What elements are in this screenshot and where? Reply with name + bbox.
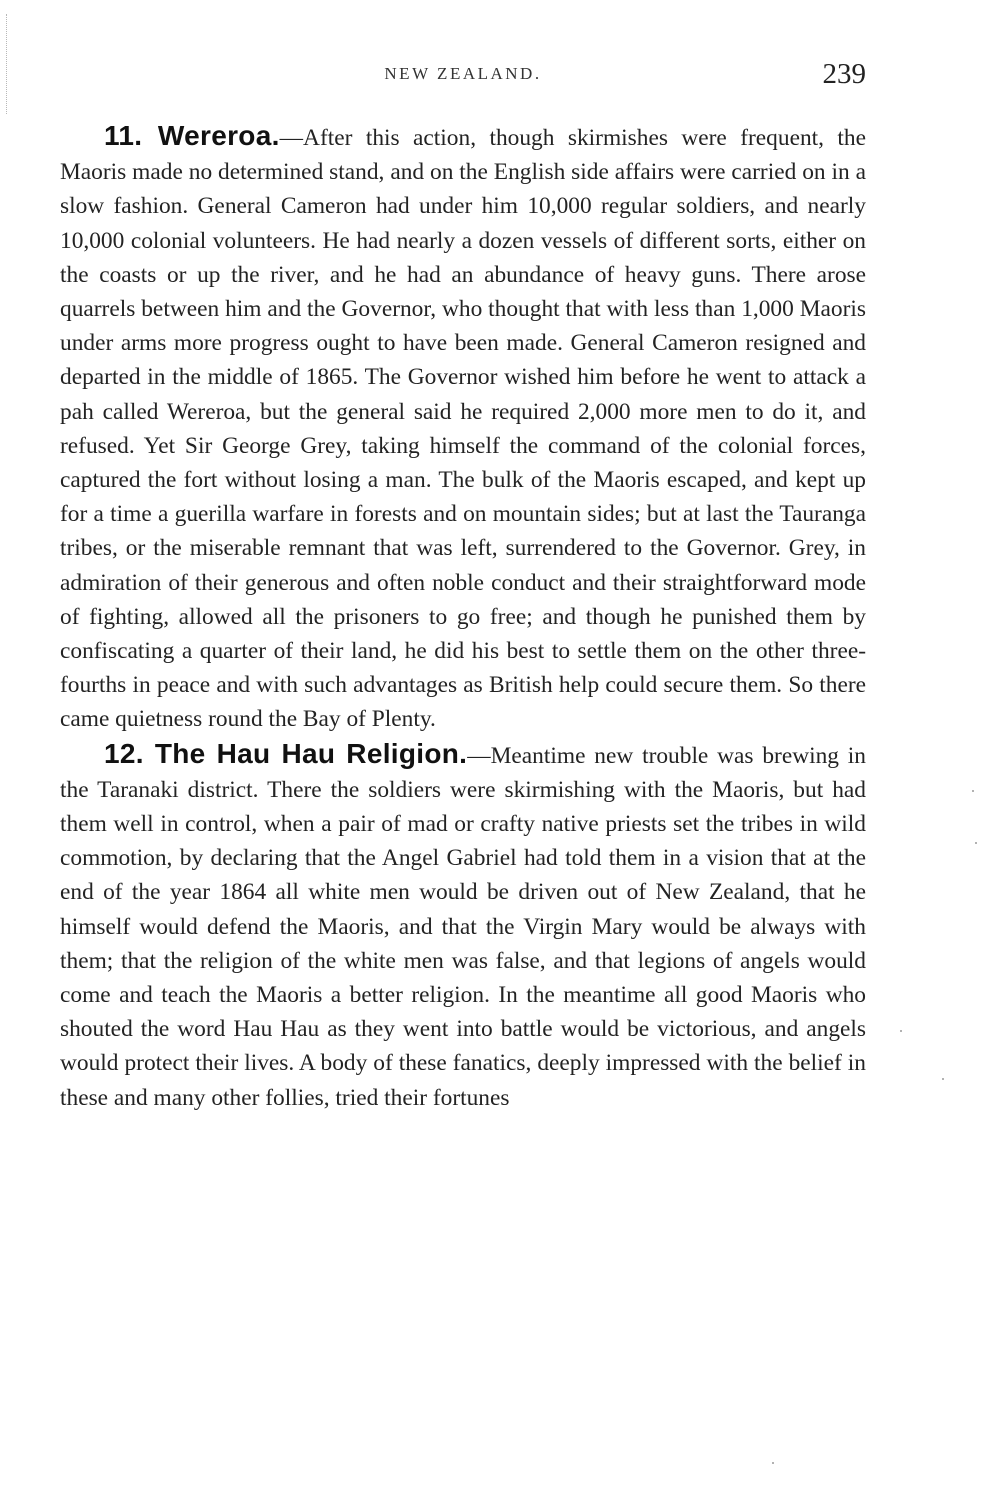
section-heading-wereroa: 11. Wereroa. — [104, 120, 280, 151]
section-heading-hau-hau: 12. The Hau Hau Religion. — [104, 737, 468, 769]
paper-speck — [975, 842, 977, 844]
body-text — [60, 119, 866, 1115]
section-text-hau-hau: —Meantime new trouble was brewing in the Taranaki district. There the soldiers were skirmishing with the Maoris, but had them well in control, when a pair of mad or crafty native priests set the tribes in wild commotion, by declaring that the Angel Gabriel had told them in a vision that at the end of the year 1864 all white men would be driven out of New Zealand, that he himself would defend the Maoris, and that the Virgin Mary would be always with them; that the religion of the white men was false, and that legions of angels would come and teach the Maoris a better religion. In the meantime all good Maoris who shouted the word Hau Hau as they went into battle would be victorious, and angels would protect their lives. A body of these fanatics, deeply impressed with the belief in these and many other follies, tried their fortunes — [60, 742, 866, 1111]
page-number: 239 — [822, 58, 866, 90]
margin-binding-marks — [6, 14, 11, 114]
paper-speck — [972, 790, 974, 792]
paper-speck — [942, 1078, 944, 1080]
paragraph-hau-hau — [60, 737, 866, 1115]
running-title: NEW ZEALAND. — [384, 64, 542, 83]
paper-speck — [772, 1462, 774, 1464]
running-header — [60, 58, 866, 92]
paper-speck — [900, 1030, 902, 1032]
paragraph-wereroa — [60, 119, 866, 737]
section-text-wereroa: —After this action, though skirmishes were frequent, the Maoris made no determined stand, and on the English side affairs were carried on in a slow fashion. General Cameron had under him 10,000 regular soldiers, and nearly 10,000 colonial volunteers. He had nearly a dozen vessels of different sorts, either on the coasts or up the river, and he had an abundance of heavy guns. There arose quarrels between him and the Governor, who thought that with less than 1,000 Maoris under arms more progress ought to have been made. General Cameron resigned and departed in the middle of 1865. The Governor wished him before he went to attack a pah called Wereroa, but the general said he required 2,000 more men to do it, and refused. Yet Sir George Grey, taking himself the command of the colonial forces, captured the fort without losing a man. The bulk of the Maoris escaped, and kept up for a time a guerilla warfare in forests and on mountain sides; but at last the Tauranga tribes, or the miserable remnant that was left, surrendered to the Governor. Grey, in admiration of their generous and often noble conduct and their straightforward mode of fighting, allowed all the prisoners to go free; and though he punished them by confiscating a quarter of their land, he did his best to settle them on the other three-fourths in peace and with such advantages as British help could secure them. So there came quietness round the Bay of Plenty. — [60, 125, 866, 733]
